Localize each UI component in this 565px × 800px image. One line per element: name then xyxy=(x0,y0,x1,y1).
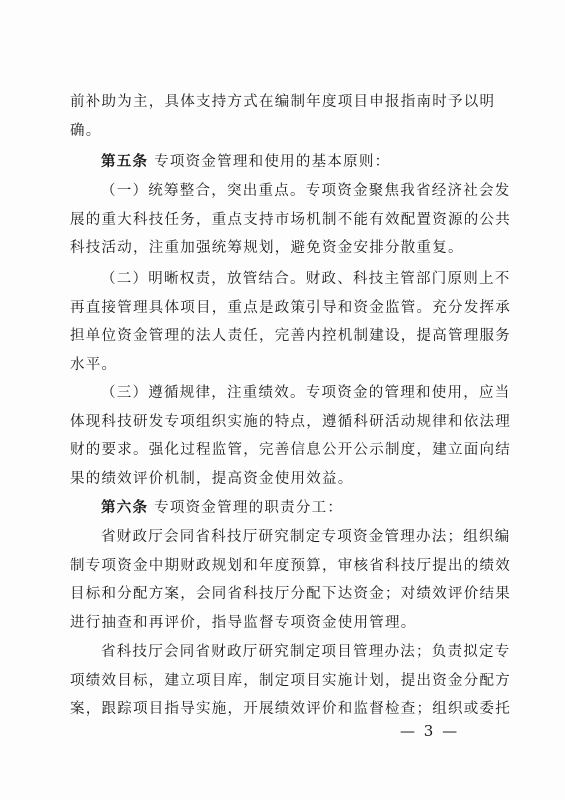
text-line: 省科技厅会同省财政厅研究制定项目管理办法；负责拟定专 xyxy=(101,644,511,660)
intro-paragraph xyxy=(70,88,510,145)
text-line: 前补助为主，具体支持方式在编制年度项目申报指南时予以明 xyxy=(70,94,496,110)
text-line: 果的绩效评价机制，提高资金使用效益。 xyxy=(70,470,354,487)
article-6-heading-line xyxy=(70,494,510,523)
text-line: 目标和分配方案，会同省科技厅分配下达资金；对绩效评价结果 xyxy=(70,586,511,602)
page-number: — 3 — xyxy=(400,722,460,740)
article-6-paragraph-2 xyxy=(70,638,510,724)
text-line: 制专项资金中期财政规划和年度预算，审核省科技厅提出的绩效 xyxy=(70,557,511,574)
article-6-heading: 第六条 xyxy=(101,500,149,516)
text-line: 省财政厅会同省科技厅研究制定专项资金管理办法；组织编 xyxy=(101,529,511,545)
text-line: 案，跟踪项目指导实施，开展绩效评价和监督检查；组织或委托 xyxy=(70,701,511,717)
article-6-text: 专项资金管理的职责分工： xyxy=(148,500,344,516)
text-line: 确。 xyxy=(70,122,102,139)
text-line: 科技活动，注重加强统筹规划，避免资金安排分散重复。 xyxy=(70,240,464,256)
text-line: 再直接管理具体项目，重点是政策引导和资金监管。充分发挥承 xyxy=(70,299,511,316)
text-line: 展的重大科技任务，重点支持市场机制不能有效配置资源的公共 xyxy=(70,211,511,228)
article-5-item-1 xyxy=(70,177,510,263)
article-5-text: 专项资金管理和使用的基本原则： xyxy=(148,154,391,170)
article-5-item-2 xyxy=(70,265,510,379)
text-line: 担单位资金管理的法人责任，完善内控机制建设，提高管理服务 xyxy=(70,328,511,344)
text-line: 财的要求。强化过程监管，完善信息公开公示制度，建立面向结 xyxy=(70,442,511,458)
text-line: （二）明晰权责，放管结合。财政、科技主管部门原则上不 xyxy=(101,271,511,287)
text-line: 体现科技研发专项组织实施的特点，遵循科研活动规律和依法理 xyxy=(70,413,511,430)
article-5-heading: 第五条 xyxy=(101,154,149,170)
article-6-paragraph-1 xyxy=(70,523,510,637)
text-line: （一）统筹整合，突出重点。专项资金聚焦我省经济社会发 xyxy=(101,183,511,199)
text-line: 水平。 xyxy=(70,356,118,373)
article-5-heading-line xyxy=(70,148,510,177)
text-line: 进行抽查和再评价，指导监督专项资金使用管理。 xyxy=(70,614,417,631)
text-line: （三）遵循规律，注重绩效。专项资金的管理和使用，应当 xyxy=(101,385,511,401)
article-5-item-3 xyxy=(70,379,510,493)
text-line: 项绩效目标，建立项目库，制定项目实施计划，提出资金分配方 xyxy=(70,672,511,689)
